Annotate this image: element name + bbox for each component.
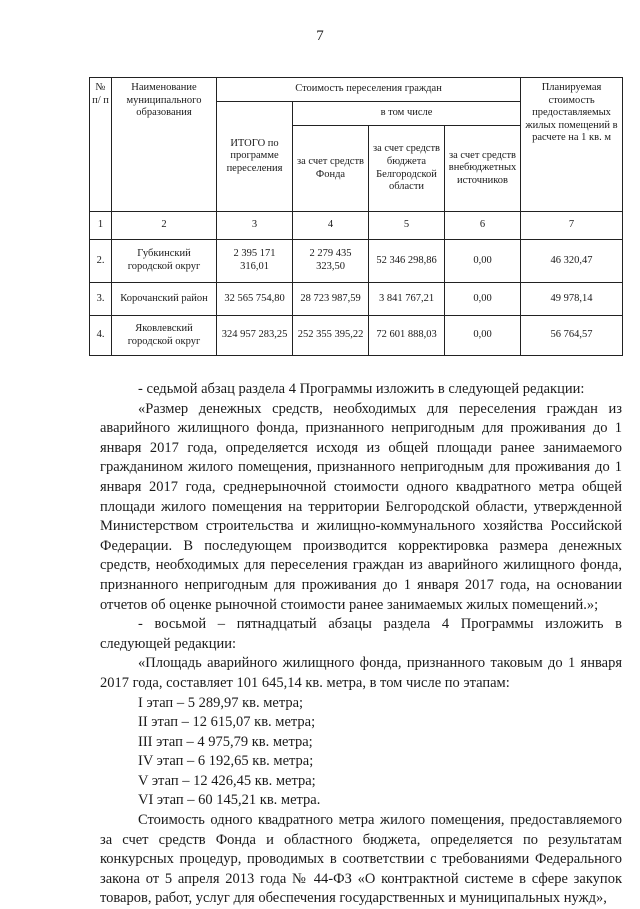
row-number: 4. — [90, 316, 112, 356]
stage-item: III этап – 4 975,79 кв. метра; — [138, 733, 313, 750]
table-row — [90, 283, 623, 316]
regional-cost: 72 601 888,03 — [369, 316, 445, 356]
planned-cost: 46 320,47 — [521, 240, 623, 283]
column-number: 7 — [521, 212, 623, 240]
column-numbers-row — [90, 212, 623, 240]
header-fund: за счет средств Фонда — [293, 126, 369, 212]
column-number: 1 — [90, 212, 112, 240]
stage-item: V этап – 12 426,45 кв. метра; — [138, 772, 316, 789]
table-row — [90, 240, 623, 283]
regional-cost: 3 841 767,21 — [369, 283, 445, 316]
fund-cost: 2 279 435 323,50 — [293, 240, 369, 283]
extra-cost: 0,00 — [445, 240, 521, 283]
row-number: 2. — [90, 240, 112, 283]
stage-item: II этап – 12 615,07 кв. метра; — [138, 714, 316, 731]
header-number: № п/ п — [90, 78, 112, 212]
column-number: 4 — [293, 212, 369, 240]
total-cost: 32 565 754,80 — [217, 283, 293, 316]
header-municipality: Наименование муниципального образования — [112, 78, 217, 212]
extra-cost: 0,00 — [445, 283, 521, 316]
municipality-name: Корочанский район — [112, 283, 217, 316]
paragraph-area: «Площадь аварийного жилищного фонда, признанного таковым до 1 января 2017 года, составляет 101 645,14 кв. метра, в том числе по этапам: — [100, 655, 622, 691]
document-body — [100, 380, 622, 909]
extra-cost: 0,00 — [445, 316, 521, 356]
regional-cost: 52 346 298,86 — [369, 240, 445, 283]
column-number: 3 — [217, 212, 293, 240]
paragraph-cost-per-meter: Стоимость одного квадратного метра жилого помещения, предоставляемого за счет средств Фонда и областного бюджета, определяется по результатам конкурсных процедур, проводимых в соответствии с требованиями Федерального закона от 5 апреля 2013 года № 44-ФЗ «О контрактной системе в сфере закупок товаров, работ, услуг для обеспечения государственных и муниципальных нужд», — [100, 812, 622, 907]
municipality-name: Яковлевский городской округ — [112, 316, 217, 356]
paragraph-8-15-intro: - восьмой – пятнадцатый абзацы раздела 4 Программы изложить в следующей редакции: — [100, 616, 622, 652]
paragraph-funds-size: «Размер денежных средств, необходимых для переселения граждан из аварийного жилищного фонда, признанного непригодным для проживания до 1 января 2017 года, определяется исходя из общей площади ранее занимаемого гражданином жилого помещения, признанного непригодным для проживания до 1 января 2017 года, среднерыночной стоимости одного квадратного метра общей площади жилого помещения на территории Белгородской области, утвержденной Министерством строительства и жилищно-коммунального хозяйства Российской Федерации. В последующем производится корректировка размера денежных средств, необходимых для переселения граждан из аварийного жилищного фонда, признанного непригодным для проживания до 1 января 2017 года, на основании отчетов об оценке рыночной стоимости ранее занимаемых жилых помещений.»; — [100, 400, 622, 613]
municipality-name: Губкинский городской округ — [112, 240, 217, 283]
total-cost: 2 395 171 316,01 — [217, 240, 293, 283]
stage-item: IV этап – 6 192,65 кв. метра; — [138, 753, 314, 770]
column-number: 5 — [369, 212, 445, 240]
page-number: 7 — [316, 28, 324, 44]
header-extra-budgetary: за счет средств внебюджетных источников — [445, 126, 521, 212]
total-cost: 324 957 283,25 — [217, 316, 293, 356]
column-number: 2 — [112, 212, 217, 240]
row-number: 3. — [90, 283, 112, 316]
paragraph-7-intro: - седьмой абзац раздела 4 Программы изложить в следующей редакции: — [138, 381, 585, 397]
header-resettlement-cost: Стоимость переселения граждан — [217, 78, 521, 102]
fund-cost: 28 723 987,59 — [293, 283, 369, 316]
header-regional-budget: за счет средств бюджета Белгородской области — [369, 126, 445, 212]
planned-cost: 56 764,57 — [521, 316, 623, 356]
table-row — [90, 316, 623, 356]
stage-item: VI этап – 60 145,21 кв. метра. — [138, 792, 321, 809]
header-total: ИТОГО по программе переселения — [217, 102, 293, 212]
column-number: 6 — [445, 212, 521, 240]
resettlement-cost-table — [89, 77, 623, 356]
header-planned-cost: Планируемая стоимость предоставляемых жилых помещений в расчете на 1 кв. м — [521, 78, 623, 212]
planned-cost: 49 978,14 — [521, 283, 623, 316]
header-including: в том числе — [293, 102, 521, 126]
fund-cost: 252 355 395,22 — [293, 316, 369, 356]
stage-item: I этап – 5 289,97 кв. метра; — [138, 694, 304, 711]
